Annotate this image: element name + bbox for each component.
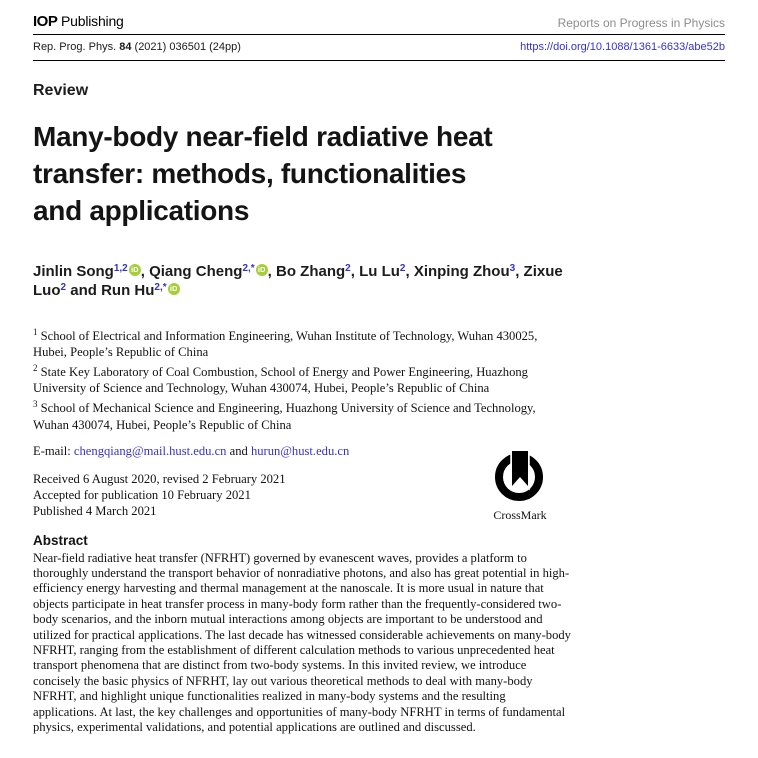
orcid-icon[interactable] — [129, 264, 141, 276]
author-list — [33, 262, 585, 300]
author-name: Run Hu — [101, 282, 155, 299]
affiliation — [33, 360, 573, 396]
author-separator: , — [350, 263, 360, 280]
citation-journal: Rep. Prog. Phys. — [33, 41, 120, 53]
author — [276, 263, 359, 280]
crossmark-icon — [494, 450, 546, 502]
iop-publishing-logo — [33, 13, 124, 30]
article-history — [33, 471, 725, 519]
author-affiliation-superscript: 3 — [509, 263, 516, 274]
orcid-icon[interactable] — [256, 264, 268, 276]
author — [101, 282, 180, 299]
email-link-corresponding-1[interactable]: chengqiang@mail.hust.edu.cn — [73, 443, 227, 458]
email-line — [33, 444, 725, 459]
affiliation-marker: 3 — [33, 399, 38, 410]
crossmark-badge[interactable] — [489, 450, 551, 523]
author-separator: , — [405, 263, 414, 280]
author-name: Xinping Zhou — [413, 263, 510, 280]
journal-name: Reports on Progress in Physics — [557, 16, 725, 30]
publisher-header — [33, 0, 725, 30]
email-label: E-mail: — [33, 443, 74, 458]
orcid-id-text: iD — [257, 265, 266, 274]
publisher-name: Publishing — [57, 13, 124, 29]
citation — [33, 41, 241, 53]
affiliations — [33, 324, 573, 433]
author-separator: and — [66, 282, 102, 299]
author-affiliation-superscript: 2,* — [154, 282, 167, 293]
author-separator: , — [140, 263, 150, 280]
email-link-corresponding-2[interactable]: hurun@hust.edu.cn — [250, 443, 350, 458]
affiliation-marker: 1 — [33, 327, 38, 337]
doi-link[interactable]: https://doi.org/10.1088/1361-6633/abe52b — [520, 41, 725, 53]
header-divider-bottom — [33, 60, 725, 61]
author-name: Qiang Cheng — [149, 263, 243, 280]
orcid-id-text: iD — [131, 265, 139, 274]
affiliation — [33, 324, 573, 360]
author-name: Bo Zhang — [276, 263, 346, 280]
crossmark-label: CrossMark — [493, 508, 547, 522]
published-date: Published 4 March 2021 — [33, 503, 157, 518]
title-line: transfer: methods, functionalities — [33, 158, 467, 189]
orcid-icon[interactable] — [168, 283, 180, 295]
author-name: Jinlin Song — [33, 263, 114, 280]
author-affiliation-superscript: 2 — [399, 263, 406, 274]
affiliation-text: State Key Laboratory of Coal Combustion, School of Energy and Power Engineering, Huazhong University of Science and Technology, Wuhan 430074, Hubei, People’s Republic of China — [33, 365, 528, 396]
abstract-text: Near-field radiative heat transfer (NFRHT) governed by evanescent waves, provides a platform to thoroughly understand the transport behavior of nonradiative photons, and also has great potential in high-efficiency energy harvesting and thermal management at the nanoscale. It is more usual in nature that objects participate in heat transfer process in many-body form rather than the frequently-considered two-body scenarios, and the inborn mutual interactions among objects are important to be understood and utilized for practical applications. The last decade has witnessed considerable achievements on many-body NFRHT, ranging from the establishment of different calculation methods to various unprecedented heat transport phenomena that are distinct from two-body systems. In this invited review, we introduce concisely the basic physics of NFRHT, lay out various theoretical methods to deal with many-body NFRHT, and highlight unique functionalities realized in many-body systems and the resulting applications. At last, the key challenges and opportunities of many-body NFRHT in terms of fundamental physics, experimental validations, and potential applications are outlined and discussed. — [33, 550, 571, 735]
author — [359, 263, 414, 280]
affiliation-marker: 2 — [33, 363, 38, 374]
author-affiliation-superscript: 2,* — [242, 263, 255, 274]
affiliation-text: School of Electrical and Information Engineering, Wuhan Institute of Technology, Wuhan 430025, Hubei, People’s Republic of China — [33, 329, 538, 360]
title-line: and applications — [33, 195, 250, 226]
author-affiliation-superscript: 2 — [60, 282, 67, 293]
received-date: Received 6 August 2020, revised 2 February 2021 — [33, 471, 286, 486]
abstract-heading: Abstract — [33, 532, 88, 548]
author-separator: , — [515, 263, 524, 280]
iop-logo-text: IOP — [33, 13, 58, 30]
article-type-label: Review — [33, 82, 89, 99]
citation-issue: (2021) 036501 (24pp) — [131, 41, 241, 53]
author-separator: , — [267, 263, 277, 280]
author-name: Zixue Luo — [33, 263, 563, 299]
author — [414, 263, 524, 280]
orcid-id-text: iD — [169, 284, 178, 293]
affiliation — [33, 396, 573, 432]
author-affiliation-superscript: 2 — [345, 263, 351, 274]
article-title — [33, 118, 725, 229]
author — [33, 263, 149, 280]
citation-volume: 84 — [119, 41, 132, 53]
citation-header — [33, 35, 725, 60]
affiliation-text: School of Mechanical Science and Engineering, Huazhong University of Science and Technology, Wuhan 430074, Hubei, People’s Republic of China — [33, 401, 536, 432]
email-joiner: and — [226, 443, 251, 458]
accepted-date: Accepted for publication 10 February 2021 — [33, 487, 251, 502]
author-affiliation-superscript: 1,2 — [113, 263, 128, 274]
author — [149, 263, 276, 280]
author-name: Lu Lu — [359, 263, 400, 280]
title-line: Many-body near-field radiative heat — [33, 121, 493, 152]
